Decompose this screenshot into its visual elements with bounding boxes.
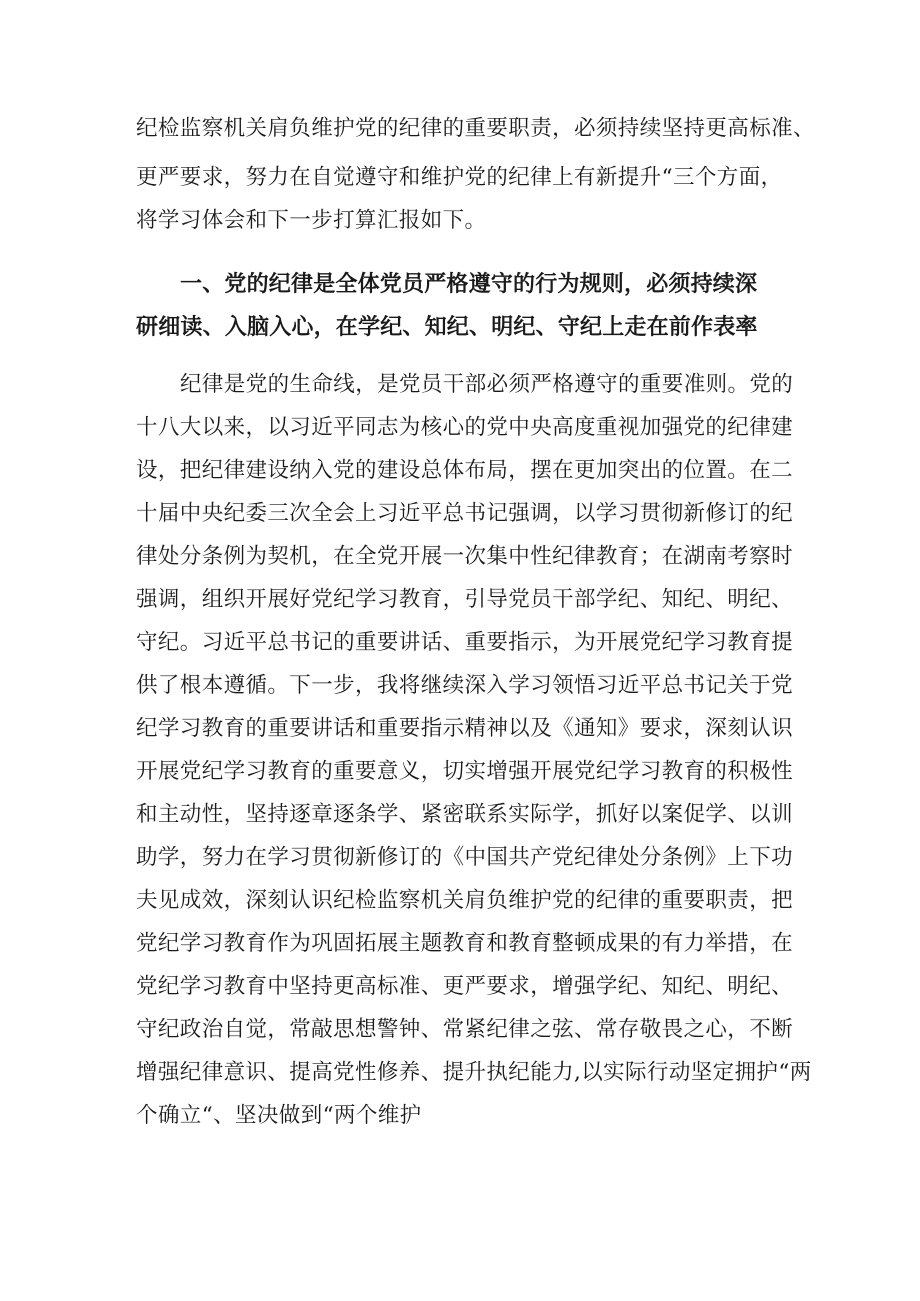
body-line: 十届中央纪委三次全会上习近平总书记强调，以学习贯彻新修订的纪 xyxy=(136,501,794,526)
section-heading-line: 一、党的纪律是全体党员严格遵守的行为规则，必须持续深 xyxy=(180,272,758,297)
body-line: 党纪学习教育作为巩固拓展主题教育和教育整顿成果的有力举措，在 xyxy=(136,931,794,956)
body-line: 纪律是党的生命线，是党员干部必须严格遵守的重要准则。党的 xyxy=(180,372,794,397)
body-line: 设，把纪律建设纳入党的建设总体布局，摆在更加突出的位置。在二 xyxy=(136,458,794,483)
body-line: 律处分条例为契机，在全党开展一次集中性纪律教育；在湖南考察时 xyxy=(136,544,794,569)
intro-line: 更严要求，努力在自觉遵守和维护党的纪律上有新提升“三个方面， xyxy=(136,165,783,190)
body-line: 个确立“、坚决做到“两个维护 xyxy=(136,1103,422,1128)
intro-line: 将学习体会和下一步打算汇报如下。 xyxy=(136,208,487,233)
body-line: 纪学习教育的重要讲话和重要指示精神以及《通知》要求，深刻认识 xyxy=(136,716,794,741)
body-line: 党纪学习教育中坚持更高标准、更严要求，增强学纪、知纪、明纪、 xyxy=(136,974,794,999)
body-line: 和主动性，坚持逐章逐条学、紧密联系实际学，抓好以案促学、以训 xyxy=(136,802,794,827)
body-line: 夫见成效，深刻认识纪检监察机关肩负维护党的纪律的重要职责，把 xyxy=(136,888,794,913)
section-heading-line: 研细读、入脑入心，在学纪、知纪、明纪、守纪上走在前作表率 xyxy=(136,315,758,340)
body-line: 供了根本遵循。下一步，我将继续深入学习领悟习近平总书记关于党 xyxy=(136,673,794,698)
body-line: 增强纪律意识、提高党性修养、提升执纪能力,以实际行动坚定拥护“两 xyxy=(136,1060,812,1085)
body-line: 守纪。习近平总书记的重要讲话、重要指示，为开展党纪学习教育提 xyxy=(136,630,794,655)
body-line: 助学，努力在学习贯彻新修订的《中国共产党纪律处分条例》上下功 xyxy=(136,845,794,870)
body-line: 守纪政治自觉，常敲思想警钟、常紧纪律之弦、常存敬畏之心，不断 xyxy=(136,1017,794,1042)
body-line: 开展党纪学习教育的重要意义，切实增强开展党纪学习教育的积极性 xyxy=(136,759,794,784)
body-line: 强调，组织开展好党纪学习教育，引导党员干部学纪、知纪、明纪、 xyxy=(136,587,794,612)
intro-line: 纪检监察机关肩负维护党的纪律的重要职责，必须持续坚持更高标准、 xyxy=(136,116,815,141)
body-line: 十八大以来，以习近平同志为核心的党中央高度重视加强党的纪律建 xyxy=(136,415,794,440)
